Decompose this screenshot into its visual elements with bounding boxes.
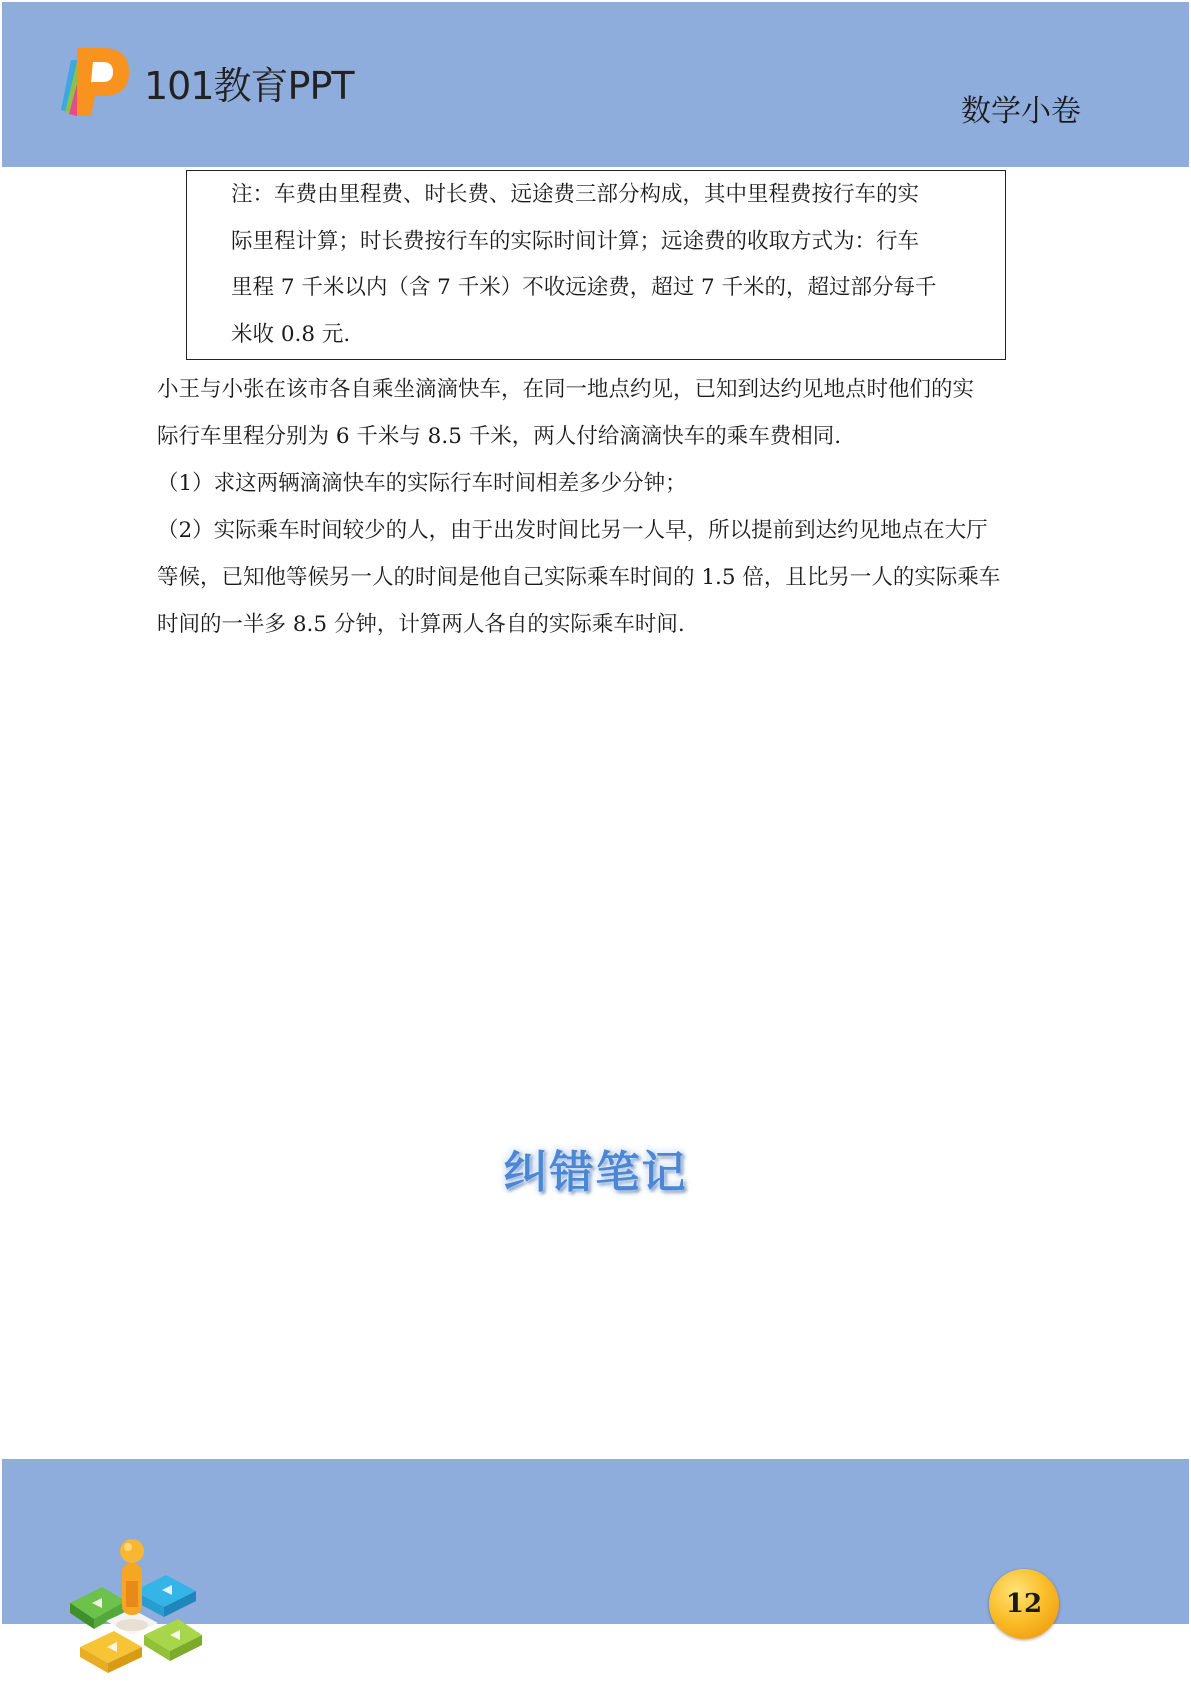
note-line: 注：车费由里程费、时长费、远途费三部分构成，其中里程费按行车的实 — [231, 182, 920, 207]
page-number: 12 — [1005, 1589, 1043, 1619]
p-logo-icon — [55, 40, 135, 120]
section-title: 纠错笔记 — [503, 1147, 688, 1198]
problem-line: 时间的一半多 8.5 分钟，计算两人各自的实际乘车时间. — [157, 612, 685, 637]
note-line: 米收 0.8 元. — [231, 322, 351, 347]
brand-name: 101教育PPT — [144, 64, 354, 108]
problem-line: 小王与小张在该市各自乘坐滴滴快车，在同一地点约见，已知到达约见地点时他们的实 — [157, 377, 975, 402]
question-2: （2）实际乘车时间较少的人，由于出发时间比另一人早，所以提前到达约见地点在大厅 — [157, 518, 988, 543]
note-box — [186, 170, 1006, 360]
document-type-label: 数学小卷 — [961, 94, 1081, 129]
question-1: （1）求这两辆滴滴快车的实际行车时间相差多少分钟； — [157, 471, 687, 496]
note-line: 际里程计算；时长费按行车的实际时间计算；远途费的收取方式为：行车 — [231, 229, 920, 254]
note-line: 里程 7 千米以内（含 7 千米）不收远途费，超过 7 千米的，超过部分每千 — [231, 275, 937, 300]
person-blocks-icon — [62, 1535, 222, 1675]
problem-line: 际行车里程分别为 6 千米与 8.5 千米，两人付给滴滴快车的乘车费相同. — [157, 424, 842, 449]
problem-line: 等候，已知他等候另一人的时间是他自己实际乘车时间的 1.5 倍，且比另一人的实际乘车 — [157, 565, 1001, 590]
page-number-badge — [989, 1569, 1059, 1639]
